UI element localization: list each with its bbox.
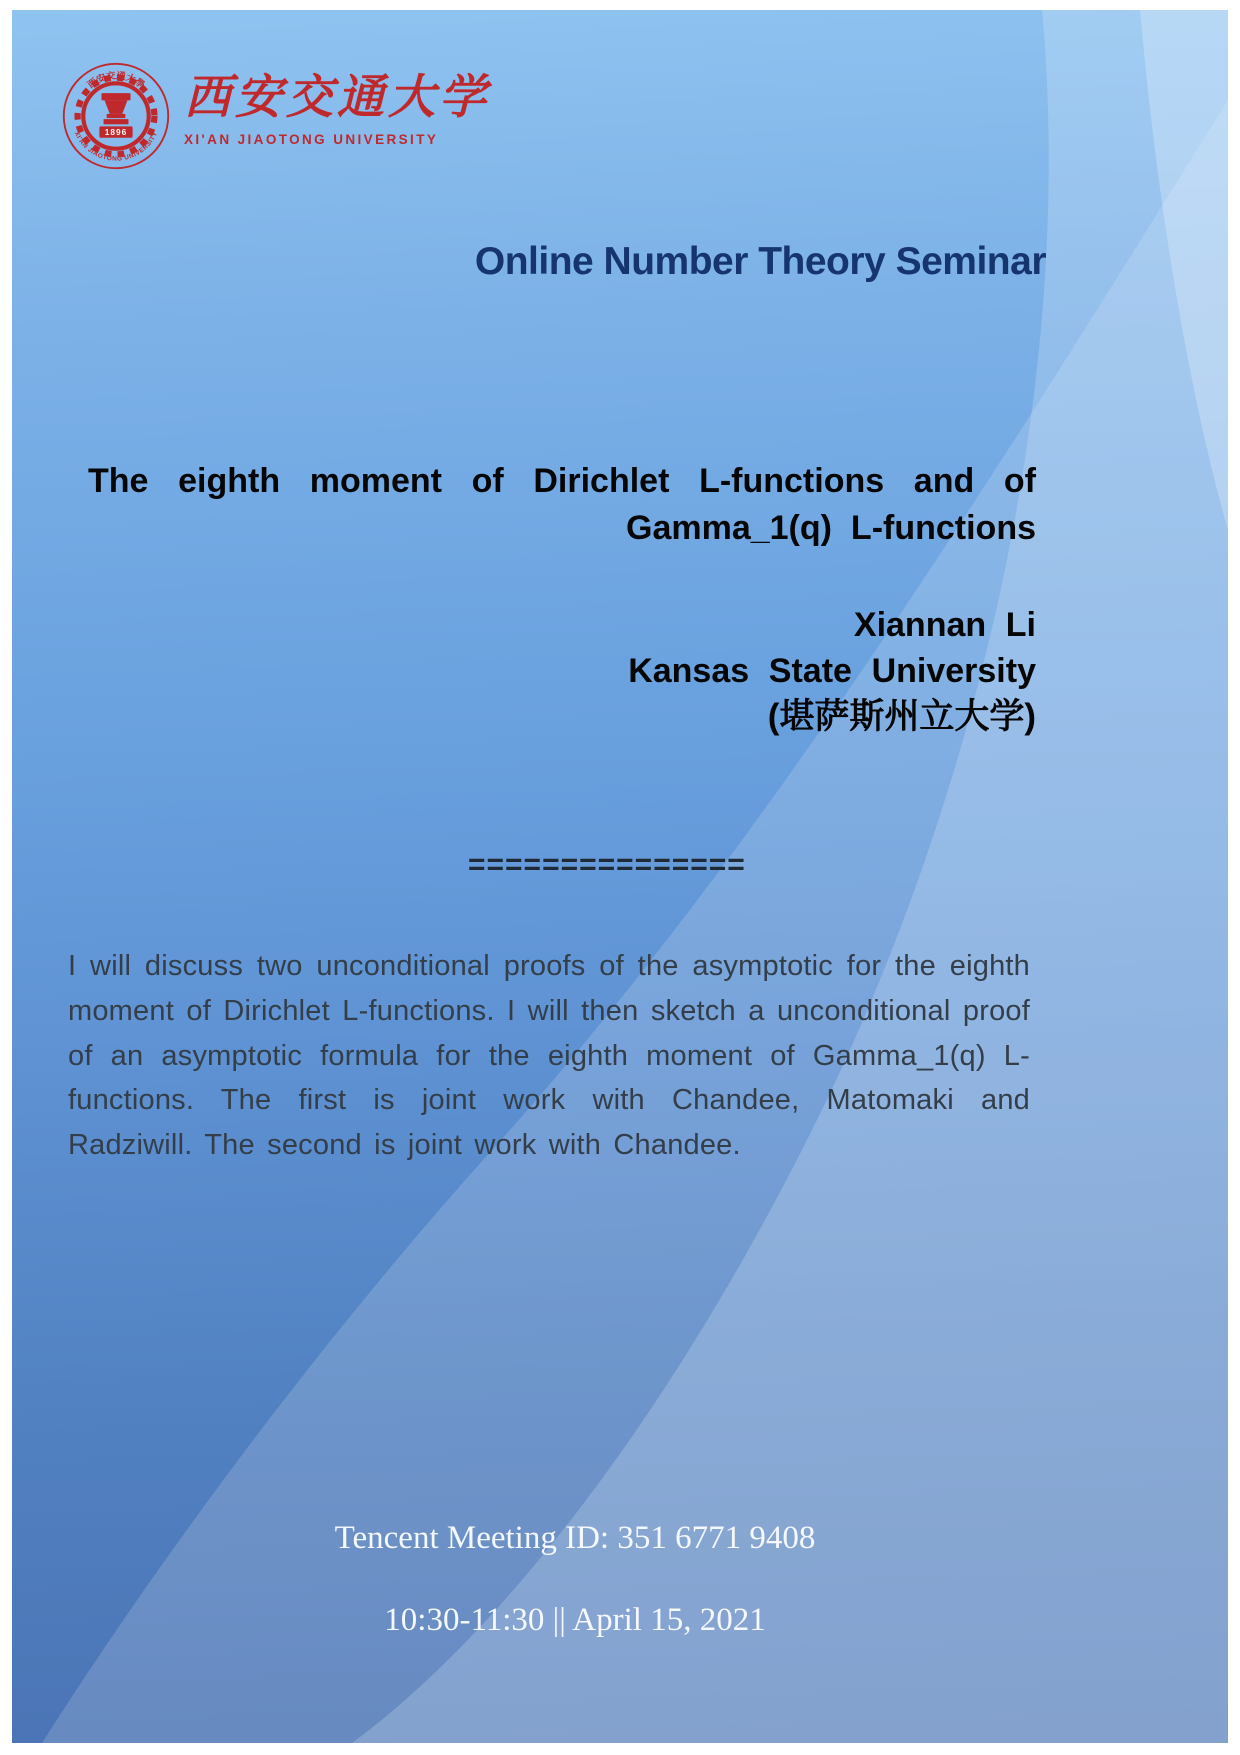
university-name-chinese: 西安交通大学 <box>184 70 490 125</box>
speaker-affiliation-chinese: (堪萨斯州立大学) <box>767 697 1036 736</box>
footer-block <box>12 1518 1138 1640</box>
poster-background <box>12 10 1228 1743</box>
talk-title <box>88 458 1036 552</box>
speaker-name: Xiannan Li <box>853 606 1036 644</box>
xjtu-emblem-icon <box>62 62 170 170</box>
emblem-anvil-icon <box>101 93 130 124</box>
emblem-year: 1896 <box>104 127 128 138</box>
speaker-block <box>400 602 1036 740</box>
speaker-affiliation: Kansas State University <box>628 652 1036 690</box>
talk-title-line1: The eighth moment of Dirichlet L-functions and of <box>88 462 1036 500</box>
seminar-series-title: Online Number Theory Seminar <box>474 240 1046 283</box>
date-time-line: 10:30-11:30 || April 15, 2021 <box>384 1602 766 1638</box>
university-name-english: XI'AN JIAOTONG UNIVERSITY <box>184 132 439 147</box>
emblem-top-arc-text: 西安交通大學 <box>85 70 147 91</box>
meeting-id-line: Tencent Meeting ID: 351 6771 9408 <box>334 1520 816 1556</box>
university-wordmark <box>184 62 490 147</box>
separator-line: =============== <box>468 848 746 881</box>
talk-title-line2: Gamma_1(q) L-functions <box>626 509 1036 547</box>
emblem-bottom-arc-text: XI'AN JIAOTONG UNIVERSITY <box>72 130 160 163</box>
university-logo <box>62 62 490 170</box>
abstract-paragraph: I will discuss two unconditional proofs of the asymptotic for the eighth moment of Dirichlet L-functions. I will then sketch a unconditional proof of an asymptotic formula for the eighth moment of Gamma_1(q) L-functions. The first is joint work with Chandee, Matomaki and Radziwill. The second is joint work with Chandee. <box>68 950 1030 1162</box>
